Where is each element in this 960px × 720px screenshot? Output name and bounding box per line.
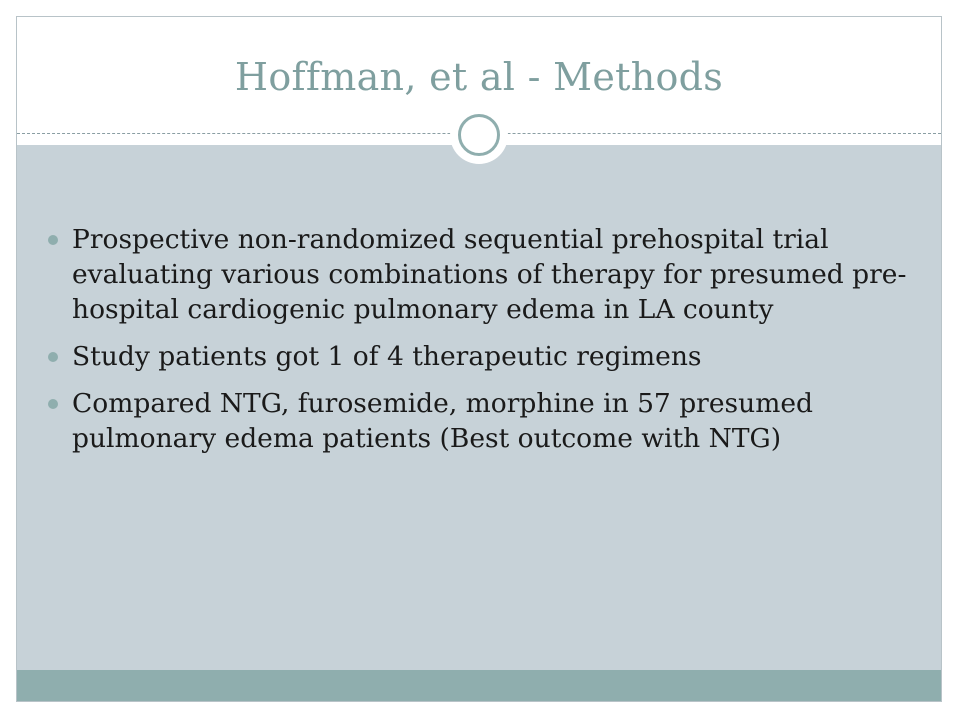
bullet-dot-icon	[48, 399, 58, 409]
bullet-item	[48, 222, 908, 327]
slide-title: Hoffman, et al - Methods	[234, 55, 724, 99]
bullet-text: Study patients got 1 of 4 therapeutic regimens	[72, 341, 702, 372]
bullet-dot-icon	[48, 352, 58, 362]
bullet-list	[48, 222, 908, 468]
ring-inner-circle	[458, 114, 500, 156]
bullet-text: Prospective non-randomized sequential prehospital trial evaluating various combinations of therapy for presumed pre-hospital cardiogenic pulmonary edema in LA county	[72, 224, 907, 325]
bullet-dot-icon	[48, 235, 58, 245]
footer-bar	[17, 670, 941, 702]
bullet-item	[48, 339, 908, 374]
bullet-item	[48, 386, 908, 456]
bullet-text: Compared NTG, furosemide, morphine in 57 presumed pulmonary edema patients (Best outcome with NTG)	[72, 388, 813, 454]
